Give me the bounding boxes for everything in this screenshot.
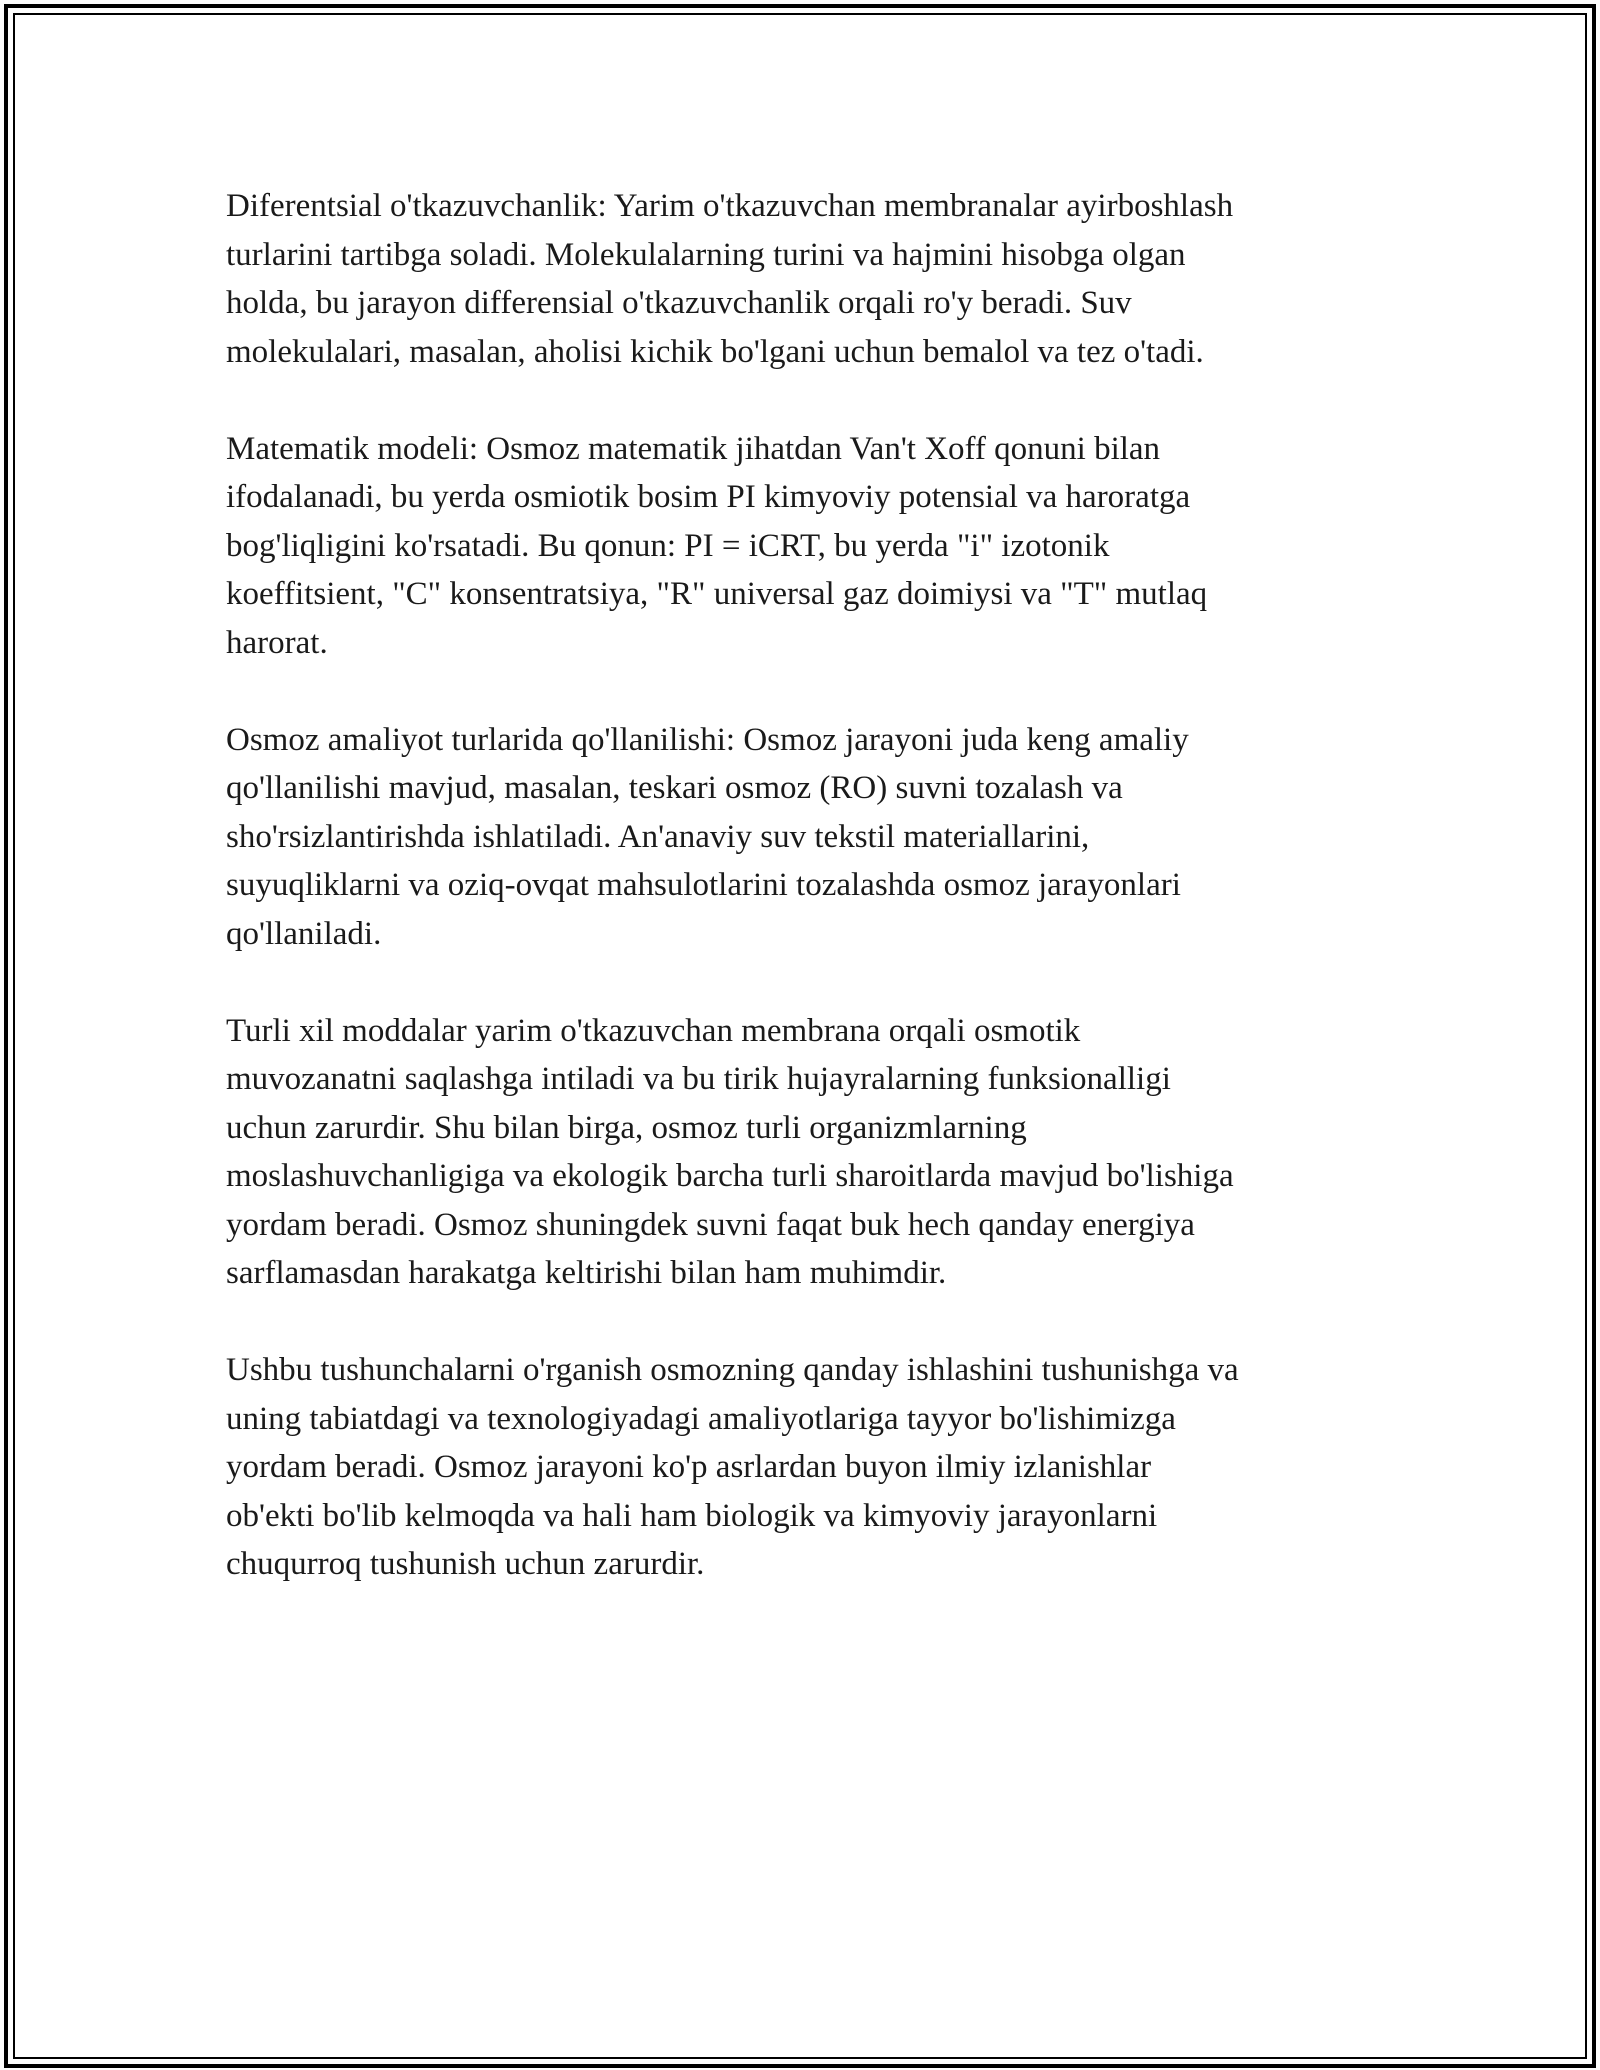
paragraph-osmotic-balance: Turli xil moddalar yarim o'tkazuvchan membrana orqali osmotik muvozanatni saqlashga intiladi va bu tirik hujayralarning funksionalligi uchun zarurdir. Shu bilan birga, osmoz turli organizmlarning moslashuvchanligiga va ekologik barcha turli sharoitlarda mavjud bo'lishiga yordam beradi. Osmoz shuningdek suvni faqat buk hech qanday energiya sarflamasdan harakatga keltirishi bilan ham muhimdir.	[226, 1012, 1234, 1291]
paragraph-differential-permeability: Diferentsial o'tkazuvchanlik: Yarim o'tkazuvchan membranalar ayirboshlash turlarini tartibga soladi. Molekulalarning turini va hajmini hisobga olgan holda, bu jarayon differensial o'tkazuvchanlik orqali ro'y beradi. Suv molekulalari, masalan, aholisi kichik bo'lgani uchun bemalol va tez o'tadi.	[226, 188, 1234, 370]
paragraph-mathematical-model: Matematik modeli: Osmoz matematik jihatdan Van't Xoff qonuni bilan ifodalanadi, bu yerda osmiotik bosim PI kimyoviy potensial va haroratga bog'liqligini ko'rsatadi. Bu qonun: PI = iCRT, bu yerda "i" izotonik koeffitsient, "C" konsentratsiya, "R" universal gaz doimiysi va "T" mutlaq harorat.	[226, 430, 1208, 661]
paragraph-practical-applications: Osmoz amaliyot turlarida qo'llanilishi: Osmoz jarayoni juda keng amaliy qo'llanilishi mavjud, masalan, teskari osmoz (RO) suvni tozalash va sho'rsizlantirishda ishlatiladi. An'anaviy suv tekstil materiallarini, suyuqliklarni va oziq-ovqat mahsulotlarini tozalashda osmoz jarayonlari qo'llaniladi.	[226, 721, 1189, 952]
document-body	[226, 182, 1376, 1637]
paragraph-conclusion: Ushbu tushunchalarni o'rganish osmozning qanday ishlashini tushunishga va uning tabiatdagi va texnologiyadagi amaliyotlariga tayyor bo'lishimizga yordam beradi. Osmoz jarayoni ko'p asrlardan buyon ilmiy izlanishlar ob'ekti bo'lib kelmoqda va hali ham biologik va kimyoviy jarayonlarni chuqurroq tushunish uchun zarurdir.	[226, 1352, 1239, 1582]
